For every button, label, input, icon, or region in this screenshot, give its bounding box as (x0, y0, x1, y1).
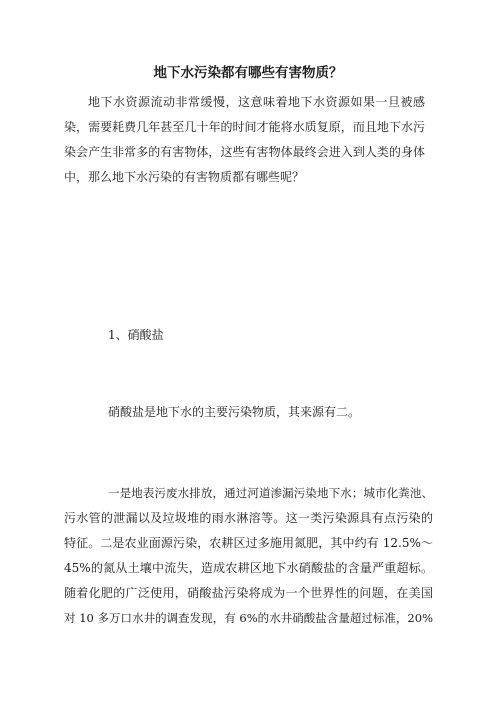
section-heading: 1、硝酸盐 (108, 328, 164, 342)
body-line-1: 一是地表污废水排放，通过河道渗漏污染地下水；城市化粪池、 (108, 486, 433, 500)
document-title: 地下水污染都有哪些有害物质？ (153, 65, 343, 81)
body-line-3: 特征。二是农业面源污染，农耕区过多施用氮肥，其中约有 12.5%～ (64, 536, 433, 550)
intro-line-2: 染，需要耗费几年甚至几十年的时间才能将水质复原，而且地下水污 (64, 120, 425, 134)
intro-line-1: 地下水资源流动非常缓慢，这意味着地下水资源如果一旦被感 (88, 95, 425, 109)
body-line-6: 对 10 多万口水井的调查发现，有 6%的水井硝酸盐含量超过标准，20% (64, 611, 433, 625)
body-line-2: 污水管的泄漏以及垃圾堆的雨水淋溶等。这一类污染源具有点污染的 (64, 511, 433, 525)
body-line-5: 随着化肥的广泛使用，硝酸盐污染将成为一个世界性的问题，在美国 (64, 586, 433, 600)
intro-line-3: 染会产生非常多的有害物体，这些有害物体最终会进入到人类的身体 (64, 145, 425, 159)
intro-line-4: 中，那么地下水污染的有害物质都有哪些呢？ (64, 170, 305, 184)
body-line-4: 45%的氮从土壤中流失，造成农耕区地下水硝酸盐的含量严重超标。 (64, 561, 433, 575)
section-intro: 硝酸盐是地下水的主要污染物质，其来源有二。 (108, 405, 361, 419)
